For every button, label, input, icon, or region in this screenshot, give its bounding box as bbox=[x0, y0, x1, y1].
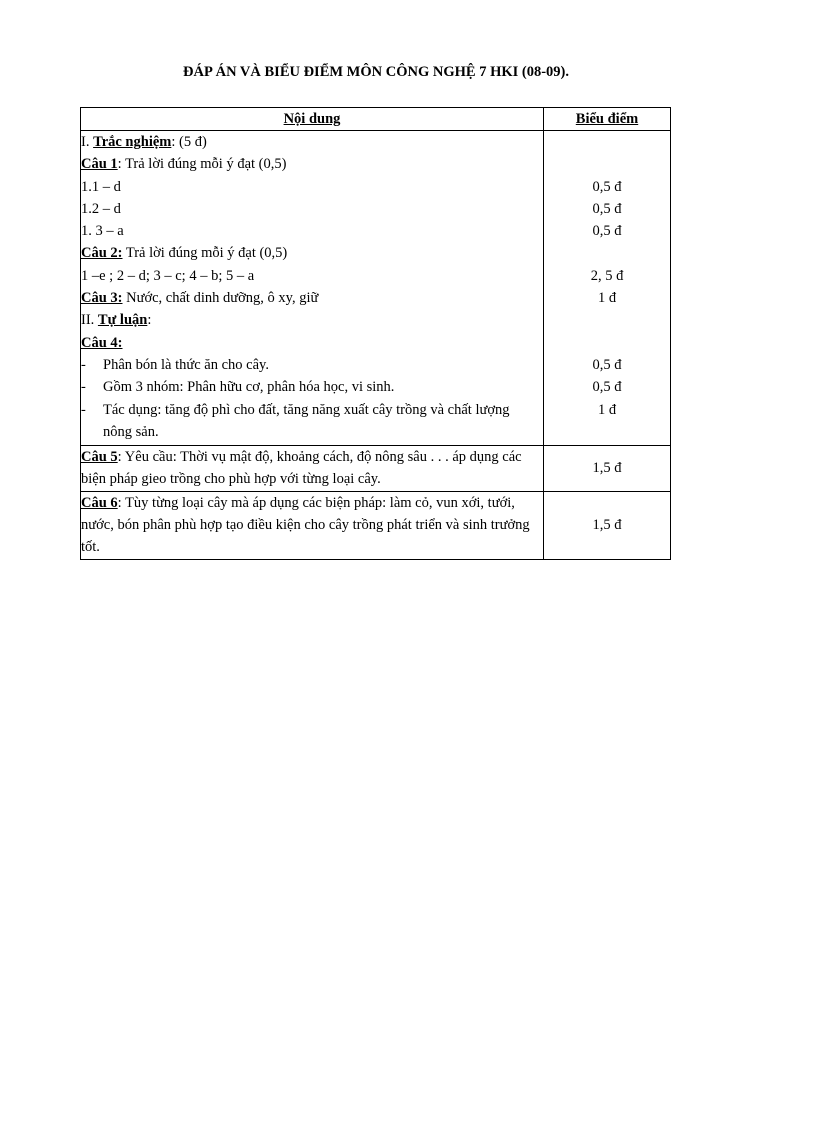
spacer bbox=[544, 153, 670, 175]
section-1-name: Trắc nghiệm bbox=[93, 134, 172, 150]
q4-point-3-text: Tác dụng: tăng độ phì cho đất, tăng năng xuất cây trồng và chất lượng nông sản. bbox=[103, 401, 510, 440]
score-5: 1,5 đ bbox=[592, 460, 622, 477]
bullet-dash: - bbox=[81, 401, 86, 418]
header-row bbox=[81, 108, 671, 131]
q6-row bbox=[81, 491, 671, 559]
q4-label: Câu 4: bbox=[81, 334, 123, 351]
bullet-dash: - bbox=[81, 356, 86, 373]
q3-line bbox=[81, 287, 543, 309]
q5-text: : Yêu cầu: Thời vụ mật độ, khoảng cách, độ nông sâu . . . áp dụng các biện pháp gieo trồng cho phù hợp với từng loại cây. bbox=[81, 449, 522, 488]
bullet-dash: - bbox=[81, 379, 86, 396]
q6-score-cell bbox=[544, 491, 671, 559]
q3-label: Câu 3: bbox=[81, 290, 123, 307]
header-score: Biểu điểm bbox=[544, 108, 671, 131]
q4-point-2 bbox=[81, 376, 543, 398]
q6-text: : Tùy từng loại cây mà áp dụng các biện pháp: làm cỏ, vun xới, tưới, nước, bón phân phù hợp tạo điều kiện cho cây trồng phát triển và sinh trưởng tốt. bbox=[81, 494, 530, 556]
q5-text-block bbox=[81, 446, 543, 491]
q1-text: : Trả lời đúng mỗi ý đạt (0,5) bbox=[117, 156, 287, 173]
q1-answer-1: 1.1 – d bbox=[81, 178, 121, 195]
q5-row bbox=[81, 446, 671, 492]
score-4-1: 0,5 đ bbox=[592, 356, 622, 373]
section-1-suffix: : (5 đ) bbox=[171, 134, 207, 150]
q2-answers: 1 –e ; 2 – d; 3 – c; 4 – b; 5 – a bbox=[81, 267, 255, 284]
section-2-prefix: II. bbox=[81, 312, 98, 329]
q1-label: Câu 1 bbox=[81, 156, 118, 173]
document-title: ĐÁP ÁN VÀ BIỂU ĐIỂM MÔN CÔNG NGHỆ 7 HKI (08-09). bbox=[183, 64, 569, 80]
spacer bbox=[544, 131, 670, 153]
section-1-heading bbox=[81, 131, 543, 153]
score-4-3: 1 đ bbox=[597, 401, 617, 418]
spacer bbox=[544, 332, 670, 354]
q5-label: Câu 5 bbox=[81, 449, 118, 466]
score-1-1: 0,5 đ bbox=[592, 178, 622, 195]
q4-point-2-text: Gồm 3 nhóm: Phân hữu cơ, phân hóa học, vi sinh. bbox=[103, 379, 395, 396]
spacer bbox=[544, 309, 670, 331]
q3-text: Nước, chất dinh dưỡng, ô xy, giữ bbox=[122, 290, 319, 307]
score-3: 1 đ bbox=[597, 290, 617, 307]
q4-line bbox=[81, 332, 543, 354]
answer-table bbox=[80, 107, 671, 560]
q6-text-block bbox=[81, 492, 543, 559]
q2-text: Trả lời đúng mỗi ý đạt (0,5) bbox=[122, 245, 288, 262]
section-1-row bbox=[81, 131, 671, 446]
q2-line bbox=[81, 242, 543, 264]
score-6: 1,5 đ bbox=[592, 517, 622, 534]
score-2: 2, 5 đ bbox=[590, 267, 624, 284]
header-content: Nội dung bbox=[81, 108, 544, 131]
q4-point-1 bbox=[81, 354, 543, 376]
section-1-prefix: I. bbox=[81, 134, 94, 150]
q6-label: Câu 6 bbox=[81, 494, 118, 511]
q4-point-3 bbox=[81, 399, 543, 444]
spacer bbox=[544, 242, 670, 264]
q2-label: Câu 2: bbox=[81, 245, 123, 262]
q1-line bbox=[81, 153, 543, 175]
q5-score-cell bbox=[544, 446, 671, 492]
q5-content bbox=[81, 446, 544, 492]
section-1-scores bbox=[544, 131, 671, 446]
section-1-content bbox=[81, 131, 544, 446]
q4-point-1-text: Phân bón là thức ăn cho cây. bbox=[103, 356, 269, 373]
q1-answer-3: 1. 3 – a bbox=[81, 223, 124, 240]
q1-answer-2: 1.2 – d bbox=[81, 200, 121, 217]
section-2-name: Tự luận bbox=[97, 312, 148, 329]
section-2-heading bbox=[81, 309, 543, 331]
q6-content bbox=[81, 491, 544, 559]
score-4-2: 0,5 đ bbox=[592, 379, 622, 396]
score-1-2: 0,5 đ bbox=[592, 200, 622, 217]
score-1-3: 0,5 đ bbox=[592, 223, 622, 240]
section-2-suffix: : bbox=[147, 312, 152, 329]
